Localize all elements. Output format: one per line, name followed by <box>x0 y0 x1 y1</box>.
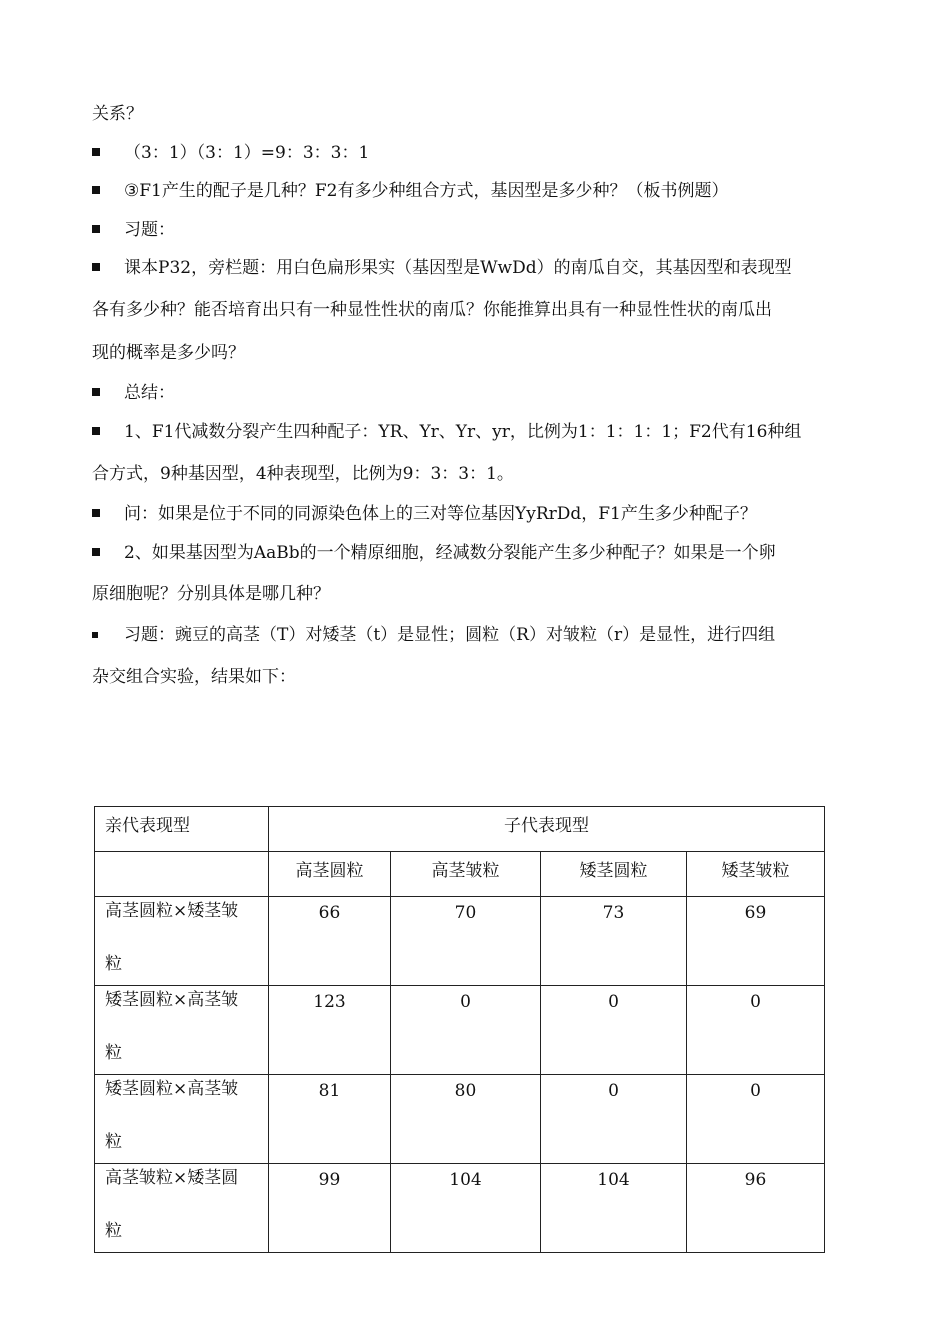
table-header-row <box>95 807 825 852</box>
parent-cross-text: 粒 <box>105 1221 122 1241</box>
text-line: 杂交组合实验，结果如下： <box>92 667 296 687</box>
column-header: 矮茎圆粒 <box>541 852 687 897</box>
bullet-item <box>92 383 862 403</box>
bullet-icon <box>92 548 100 556</box>
bullet-icon <box>92 263 100 271</box>
count-cell: 99 <box>269 1164 391 1253</box>
text-line: 合方式，9种基因型，4种表现型，比例为9：3：3：1。 <box>92 464 514 484</box>
parent-cross-text: 粒 <box>105 954 122 974</box>
parent-cross-text: 矮茎圆粒×高茎皱 <box>105 1079 239 1099</box>
column-header: 矮茎皱粒 <box>687 852 825 897</box>
count-cell: 104 <box>541 1164 687 1253</box>
column-header: 高茎皱粒 <box>391 852 541 897</box>
bullet-icon <box>92 427 100 435</box>
bullet-item <box>92 181 862 201</box>
bullet-text: 课本P32，旁栏题：用白色扁形果实（基因型是WwDd）的南瓜自交，其基因型和表现型 <box>124 258 792 278</box>
bullet-text: 习题： <box>124 220 175 240</box>
cross-results-table <box>94 806 825 1253</box>
bullet-icon <box>92 509 100 517</box>
parent-cross-text: 粒 <box>105 1132 122 1152</box>
column-header: 高茎圆粒 <box>269 852 391 897</box>
bullet-text: 问：如果是位于不同的同源染色体上的三对等位基因YyRrDd，F1产生多少种配子？ <box>124 504 757 524</box>
parent-cross-text: 高茎皱粒×矮茎圆 <box>105 1168 239 1188</box>
count-cell: 123 <box>269 986 391 1075</box>
bullet-item <box>92 143 862 163</box>
bullet-icon <box>92 225 100 233</box>
parent-cross-cell <box>95 1075 269 1164</box>
bullet-icon <box>92 148 100 156</box>
count-cell: 96 <box>687 1164 825 1253</box>
count-cell: 0 <box>541 1075 687 1164</box>
bullet-text: 习题：豌豆的高茎（T）对矮茎（t）是显性；圆粒（R）对皱粒（r）是显性，进行四组 <box>124 625 776 645</box>
count-cell: 0 <box>687 1075 825 1164</box>
bullet-item <box>92 220 862 240</box>
count-cell: 80 <box>391 1075 541 1164</box>
parent-cross-text: 高茎圆粒×矮茎皱 <box>105 901 239 921</box>
text-line: 关系？ <box>92 104 143 124</box>
table-row <box>95 1075 825 1164</box>
parent-cross-cell <box>95 1164 269 1253</box>
parent-cross-text: 矮茎圆粒×高茎皱 <box>105 990 239 1010</box>
text-line: 现的概率是多少吗？ <box>92 343 245 363</box>
bullet-text: 2、如果基因型为AaBb的一个精原细胞，经减数分裂能产生多少种配子？如果是一个卵 <box>124 543 776 563</box>
count-cell: 70 <box>391 897 541 986</box>
count-cell: 0 <box>391 986 541 1075</box>
offspring-phenotype-header: 子代表现型 <box>269 807 825 852</box>
bullet-icon <box>92 186 100 194</box>
parent-cross-cell <box>95 897 269 986</box>
empty-header-cell <box>95 852 269 897</box>
bullet-item <box>92 543 862 563</box>
text-line: 原细胞呢？分别具体是哪几种？ <box>92 584 330 604</box>
bullet-item <box>92 258 862 278</box>
bullet-item <box>92 625 862 645</box>
parent-cross-text: 粒 <box>105 1043 122 1063</box>
table-subheader-row <box>95 852 825 897</box>
count-cell: 0 <box>541 986 687 1075</box>
parent-phenotype-header: 亲代表现型 <box>95 807 269 852</box>
count-cell: 0 <box>687 986 825 1075</box>
bullet-icon <box>92 388 100 396</box>
count-cell: 73 <box>541 897 687 986</box>
bullet-text: （3：1）（3：1）=9：3：3：1 <box>124 143 370 163</box>
table-row <box>95 897 825 986</box>
text-line: 各有多少种？能否培育出只有一种显性性状的南瓜？你能推算出具有一种显性性状的南瓜出 <box>92 300 772 320</box>
bullet-icon <box>92 632 98 638</box>
bullet-item <box>92 504 862 524</box>
bullet-text: 总结： <box>124 383 175 403</box>
bullet-text: 1、F1代减数分裂产生四种配子：YR、Yr、Yr、yr，比例为1：1：1：1；F2代有16种组 <box>124 422 802 442</box>
table-row <box>95 986 825 1075</box>
count-cell: 66 <box>269 897 391 986</box>
bullet-text: ③F1产生的配子是几种？F2有多少种组合方式，基因型是多少种？（板书例题） <box>124 181 729 201</box>
parent-cross-cell <box>95 986 269 1075</box>
table-row <box>95 1164 825 1253</box>
count-cell: 69 <box>687 897 825 986</box>
bullet-item <box>92 422 862 442</box>
count-cell: 81 <box>269 1075 391 1164</box>
count-cell: 104 <box>391 1164 541 1253</box>
